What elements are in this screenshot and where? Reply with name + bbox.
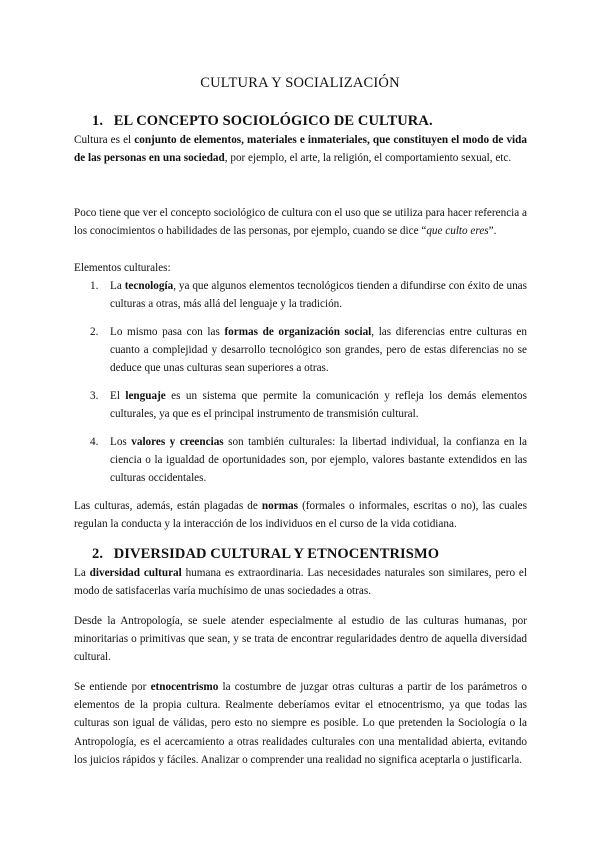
s2-p3-bold: etnocentrismo: [150, 681, 219, 693]
s1-list-intro: Elementos culturales:: [74, 262, 171, 274]
s1-p1-bold: conjunto de elementos, materiales e inmateriales, que constituyen el modo de vida de las personas en una sociedad: [74, 134, 527, 165]
list-item-text: [110, 433, 527, 488]
item-3-text-c: es un sistema que permite la comunicación y refleja los demás elementos culturales, ya que es el principal instrumento de transmisión cultural.: [110, 390, 527, 421]
s1-paragraph-1: [74, 131, 527, 167]
section-2-number: 2.: [92, 546, 104, 562]
s2-p1-bold: diversidad cultural: [89, 567, 182, 579]
s1-p3-text-a: Las culturas, además, están plagadas de: [74, 500, 262, 512]
s2-p1-text-a: La: [74, 567, 90, 579]
list-item-text: [110, 277, 527, 313]
item-4-text-a: Los: [110, 436, 132, 448]
list-item-text: [110, 387, 527, 423]
item-4-text-c: son también culturales: la libertad individual, la confianza en la ciencia o la igualdad de oportunidades son, por ejemplo, valores bastante extendidos en las culturas occidentales.: [110, 436, 527, 485]
s2-p3-text-c: la costumbre de juzgar otras culturas a partir de los parámetros o elementos de la propia cultura. Realmente deberíamos evitar el etnocentrismo, ya que todas las culturas son igual de válidas, pero esto no siempre es posible. Lo que pretenden la Sociología o la Antropología, es el acercamiento a otras realidades culturales con una mentalidad abierta, evitando los juicios rápidos y fáciles. Analizar o comprender una realidad no significa aceptarla o justificarla.: [74, 681, 527, 766]
s1-p1-text-c: , por ejemplo, el arte, la religión, el comportamiento sexual, etc.: [224, 152, 512, 165]
section-1-heading: [92, 112, 433, 130]
list-item-text: [110, 323, 527, 378]
item-3-text-a: El: [110, 390, 126, 402]
item-1-text-c: , ya que algunos elementos tecnológicos tienden a difundirse con éxito de unas culturas a otras, más allá del lenguaje y la tradición.: [110, 280, 527, 311]
list-item-number: 1.: [90, 280, 99, 292]
section-2-heading: [92, 545, 439, 563]
s2-paragraph-2: Desde la Antropología, se suele atender especialmente al estudio de las culturas humanas, por minoritarias o primitivas que sean, y se trata de encontrar regularidades dentro de aquella diversidad cultural.: [74, 615, 527, 664]
section-1-number: 1.: [92, 113, 104, 129]
s2-paragraph-3: [74, 678, 527, 769]
s2-p3-text-a: Se entiende por: [74, 681, 151, 693]
s1-p3-bold: normas: [261, 500, 298, 512]
section-2-title: DIVERSIDAD CULTURAL Y ETNOCENTRISMO: [113, 546, 440, 562]
section-1-title: EL CONCEPTO SOCIOLÓGICO DE CULTURA.: [113, 113, 433, 129]
item-1-text-a: La: [110, 280, 125, 292]
item-4-bold: valores y creencias: [131, 436, 224, 448]
s2-p1-text-c: humana es extraordinaria. Las necesidades naturales son similares, pero el modo de satisfacerlas varía muchísimo de unas sociedades a otras.: [74, 567, 527, 598]
list-item-number: 4.: [90, 436, 99, 448]
s1-p1-text-a: Cultura es el: [74, 134, 135, 146]
item-3-bold: lenguaje: [125, 390, 166, 402]
item-2-text-c: , las diferencias entre culturas en cuanto a complejidad y desarrollo tecnológico son grandes, pero de estas diferencias no se deduce que unas culturas sean superiores a otras.: [110, 326, 527, 375]
s1-paragraph-2: [74, 204, 527, 240]
list-item-number: 3.: [90, 390, 99, 402]
item-1-bold: tecnología: [124, 280, 174, 292]
item-2-bold: formas de organización social: [224, 326, 372, 338]
s1-p3-text-c: (formales o informales, escritas o no), las cuales regulan la conducta y la interacción de los individuos en el curso de la vida cotidiana.: [74, 500, 527, 531]
s1-p2-italic: que culto eres: [426, 225, 489, 238]
s1-p2-text-a: Poco tiene que ver el concepto sociológico de cultura con el uso que se utiliza para hacer referencia a los conocimientos o habilidades de las personas, por ejemplo, cuando se dice “: [74, 207, 527, 238]
document-title: CULTURA Y SOCIALIZACIÓN: [200, 75, 400, 91]
item-2-text-a: Lo mismo pasa con las: [110, 326, 225, 338]
s2-paragraph-1: [74, 564, 527, 600]
list-item-number: 2.: [90, 326, 99, 338]
s1-p2-text-c: ”.: [488, 225, 497, 238]
s1-paragraph-3: [74, 497, 527, 533]
